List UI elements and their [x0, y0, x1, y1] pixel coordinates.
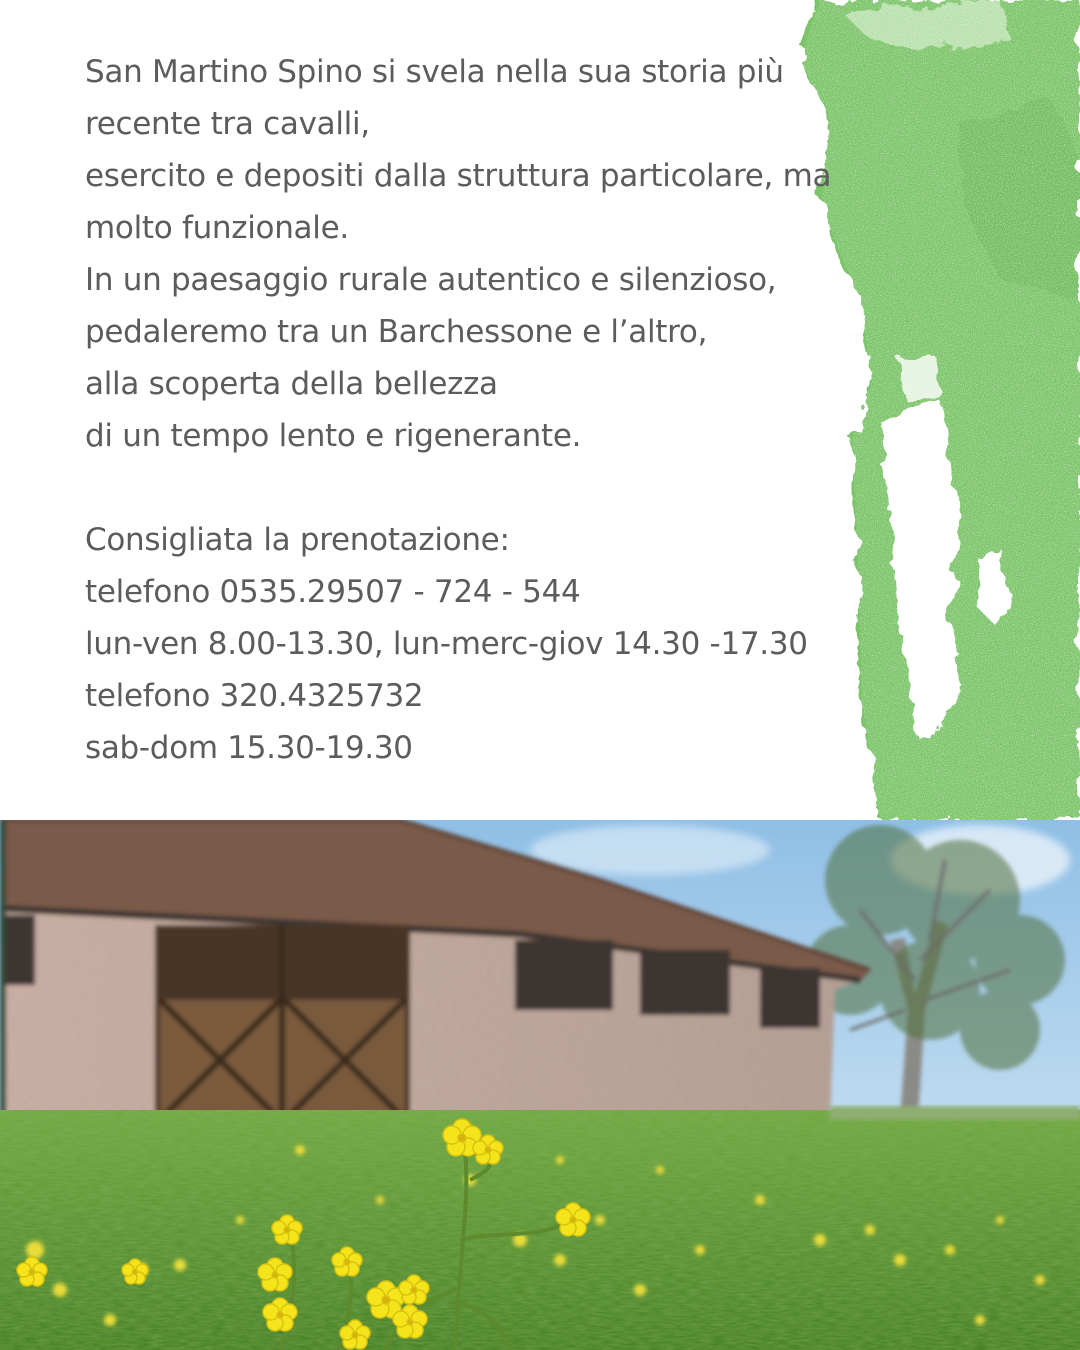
description-line: molto funzionale.: [85, 210, 349, 246]
booking-phone-1: telefono 0535.29507 - 724 - 544: [85, 574, 581, 610]
booking-hours-2: sab-dom 15.30-19.30: [85, 730, 413, 766]
booking-phone-2: telefono 320.4325732: [85, 678, 424, 714]
description-line: esercito e depositi dalla struttura particolare, ma: [85, 158, 832, 194]
description-line: In un paesaggio rurale autentico e silenzioso,: [85, 262, 777, 298]
description-line: San Martino Spino si svela nella sua storia più: [85, 54, 784, 90]
barn-meadow-photo: [0, 820, 1080, 1350]
description-line: pedaleremo tra un Barchessone e l’altro,: [85, 314, 708, 350]
booking-heading: Consigliata la prenotazione:: [85, 522, 510, 558]
paragraph-spacer: [85, 462, 885, 514]
booking-hours-1: lun-ven 8.00-13.30, lun-merc-giov 14.30 -17.30: [85, 626, 808, 662]
description-line: recente tra cavalli,: [85, 106, 370, 142]
description-text: [85, 46, 885, 774]
description-line: di un tempo lento e rigenerante.: [85, 418, 582, 454]
description-line: alla scoperta della bellezza: [85, 366, 498, 402]
